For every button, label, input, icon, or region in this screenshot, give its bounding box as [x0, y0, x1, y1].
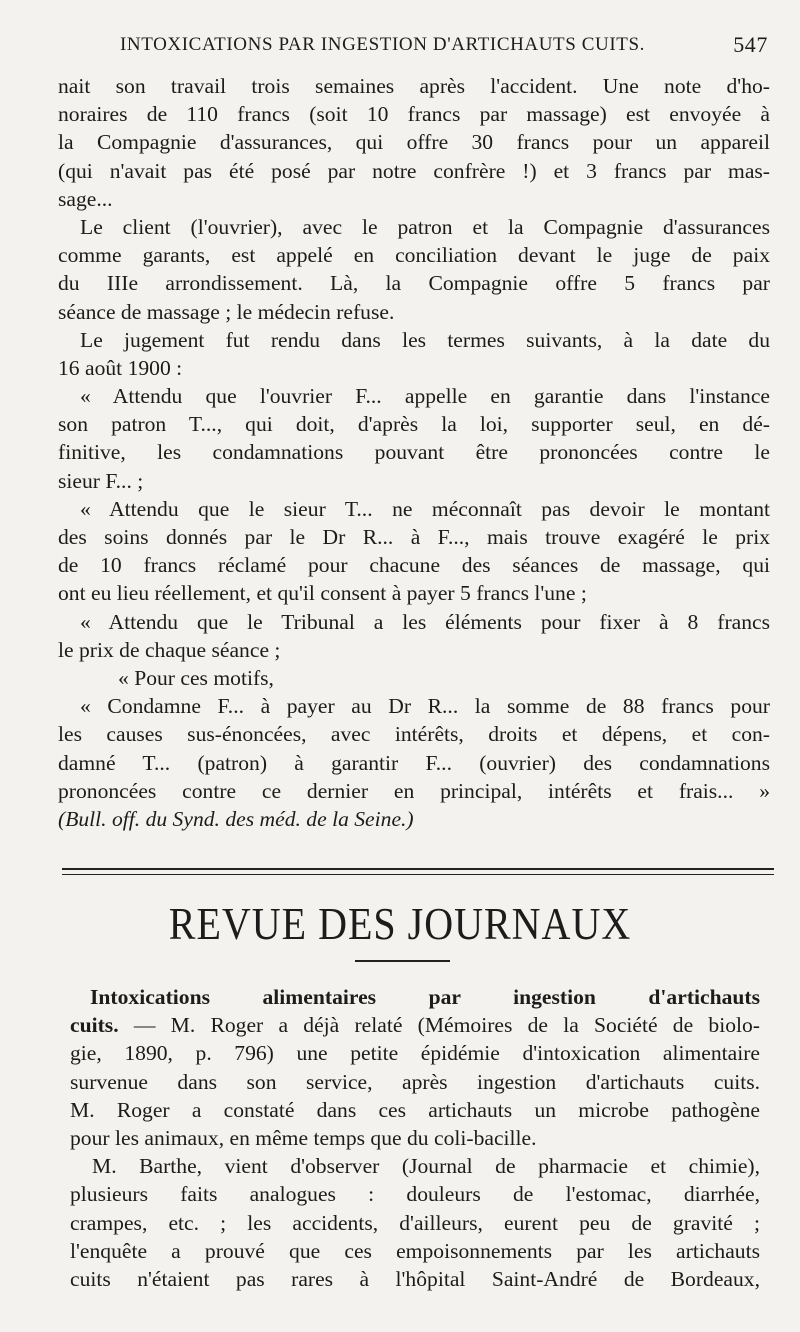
text-line: le prix de chaque séance ; — [58, 637, 281, 662]
article — [70, 983, 760, 1293]
text-line: des soins donnés par le Dr R... à F..., mais trouve exagéré le prix — [58, 525, 770, 549]
title-underline — [355, 960, 450, 962]
text-line: séance de massage ; le médecin refuse. — [58, 299, 395, 324]
text-line: sage... — [58, 186, 113, 211]
text-line: comme garants, est appelé en conciliation devant le juge de paix — [58, 243, 770, 268]
text-line: nait son travail trois semaines après l'accident. Une note d'ho- — [58, 74, 770, 98]
text-line: « Attendu que le sieur T... ne méconnaît pas devoir le montant — [80, 496, 770, 521]
text-line: pour les animaux, en même temps que du coli-bacille. — [70, 1125, 537, 1150]
text-line: ont eu lieu réellement, et qu'il consent à payer 5 francs l'une ; — [58, 581, 587, 606]
running-title: INTOXICATIONS PAR INGESTION D'ARTICHAUTS CUITS. — [120, 34, 646, 55]
text-line: finitive, les condamnations pouvant être prononcées contre le — [58, 440, 770, 465]
text-line: noraires de 110 francs (soit 10 francs par massage) est envoyée à — [58, 102, 770, 127]
text-line: l'enquête a prouvé que ces empoisonnements par les artichauts — [70, 1238, 760, 1263]
text-line: prononcées contre ce dernier en principal, intérêts et frais... » — [58, 778, 770, 803]
section-title: REVUE DES JOURNAUX — [168, 897, 632, 950]
text-line: cuits n'étaient pas rares à l'hôpital Saint-André de Bordeaux, — [70, 1266, 760, 1291]
page-number: 547 — [733, 32, 768, 57]
text-line: de 10 francs réclamé pour chacune des séances de massage, qui — [58, 553, 770, 578]
citation-line: (Bull. off. du Synd. des méd. de la Seine.) — [58, 806, 414, 831]
text-line: crampes, etc. ; les accidents, d'ailleurs, eurent peu de gravité ; — [70, 1210, 760, 1235]
article-text: — M. Roger a déjà relaté (Mémoires de la Société de biolo- — [118, 1013, 760, 1038]
text-line: (qui n'avait pas été posé par notre confrère !) et 3 francs par mas- — [58, 158, 770, 183]
section-divider — [62, 868, 774, 875]
text-line: M. Roger a constaté dans ces artichauts un microbe pathogène — [70, 1097, 760, 1122]
text-line: son patron T..., qui doit, d'après la loi, supporter seul, en dé- — [58, 412, 770, 437]
text-line: les causes sus-énoncées, avec intérêts, droits et dépens, et con- — [58, 722, 770, 747]
text-line: plusieurs faits analogues : douleurs de l'estomac, diarrhée, — [70, 1182, 760, 1207]
article-title-end: cuits. — [70, 1013, 119, 1038]
text-line: « Condamne F... à payer au Dr R... la somme de 88 francs pour — [80, 694, 770, 719]
running-header — [120, 34, 768, 62]
text-line: la Compagnie d'assurances, qui offre 30 francs pour un appareil — [58, 130, 770, 155]
text-line: gie, 1890, p. 796) une petite épidémie d'intoxication alimentaire — [70, 1041, 760, 1066]
text-line: 16 août 1900 : — [58, 355, 183, 380]
text-line: « Attendu que l'ouvrier F... appelle en garantie dans l'instance — [80, 384, 770, 409]
text-line: Le client (l'ouvrier), avec le patron et la Compagnie d'assurances — [80, 214, 770, 239]
text-line: sieur F... ; — [58, 468, 144, 493]
text-line: « Pour ces motifs, — [118, 665, 274, 690]
body-text — [58, 72, 770, 833]
text-line: du IIIe arrondissement. Là, la Compagnie offre 5 francs par — [58, 271, 770, 296]
text-line: damné T... (patron) à garantir F... (ouvrier) des condamnations — [58, 750, 770, 775]
text-line: M. Barthe, vient d'observer (Journal de pharmacie et chimie), — [92, 1154, 760, 1179]
text-line: survenue dans son service, après ingestion d'artichauts cuits. — [70, 1069, 760, 1094]
text-line: « Attendu que le Tribunal a les éléments pour fixer à 8 francs — [80, 609, 770, 634]
article-title: Intoxications alimentaires par ingestion d'artichauts — [90, 985, 760, 1009]
text-line: Le jugement fut rendu dans les termes suivants, à la date du — [80, 327, 770, 352]
thin-rule — [62, 874, 774, 875]
text-line — [70, 1011, 760, 1039]
thick-rule — [62, 868, 774, 870]
